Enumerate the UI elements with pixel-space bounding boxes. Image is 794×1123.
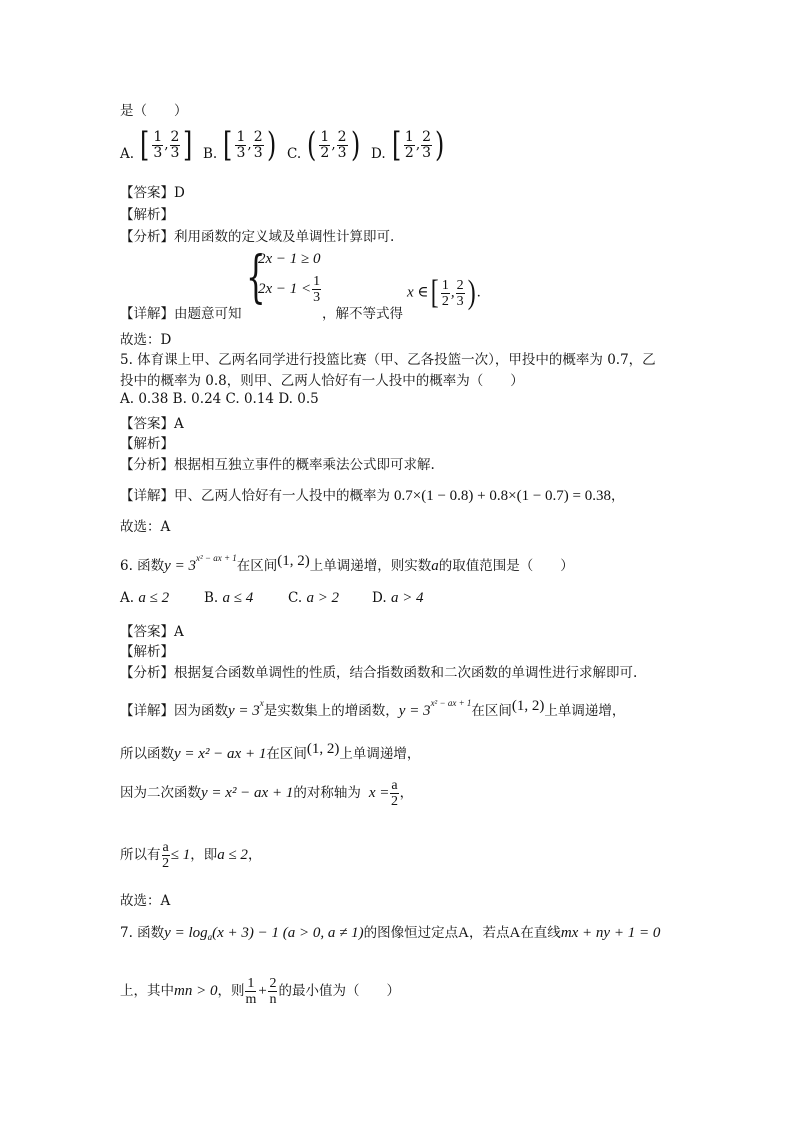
q4-fenxi: 【分析】利用函数的定义域及单调性计算即可. bbox=[120, 229, 395, 245]
q4-option-a: A. [ $\frac{1}{3}$ , $\frac{2}{3}$ ] bbox=[120, 125, 193, 165]
q6-analysis-title: 【解析】 bbox=[120, 644, 174, 660]
q5-formula: 0.7×(1 − 0.8) + 0.8×(1 − 0.7) = 0.38 bbox=[394, 488, 611, 504]
q4-system-line1: 2x − 1 ≥ 0 bbox=[258, 251, 321, 267]
q5-analysis-title: 【解析】 bbox=[120, 436, 174, 452]
q4-option-d: D. [ $\frac{1}{2}$ , $\frac{2}{3}$ ) bbox=[371, 125, 445, 165]
q7-stem-line1: 7. 函数$y = \log_a(x + 3) - 1$ (a > 0, a ≠ 1)的图像恒过定点A，若点A在直线mx + ny + 1 = 0 bbox=[120, 925, 661, 942]
q5-stem-line2: 投中的概率为 0.8，则甲、乙两人恰好有一人投中的概率为（ ） bbox=[120, 373, 524, 389]
q6-stem: 6. 函数$y = 3^{x^2 - ax + 1}$在区间(1, 2)上单调递增，则实数a的取值范围是（ ） bbox=[120, 553, 574, 574]
q6-fenxi: 【分析】根据复合函数单调性的性质，结合指数函数和二次函数的单调性进行求解即可. bbox=[120, 665, 638, 681]
q4-system-brace: { bbox=[246, 245, 266, 310]
q6-option-a: A. a ≤ 2 bbox=[120, 590, 170, 606]
q4-option-b: B. [ $\frac{1}{3}$ , $\frac{2}{3}$ ) bbox=[203, 125, 276, 165]
q6-detail-line4: 所以有 $\frac{a}{2}$ ≤ 1，即a ≤ 2， bbox=[120, 840, 262, 871]
q6-detail-line3: 因为二次函数y = x² − ax + 1的对称轴为 x = $\frac{a}{2}$ ， bbox=[120, 778, 414, 809]
q4-option-c: C. ( $\frac{1}{2}$ , $\frac{2}{3}$ ) bbox=[287, 125, 360, 165]
q7-stem-line2: 上，其中mn > 0，则 $\frac{1}{m}$ + $\frac{2}{n}$ 的最小值为（ ） bbox=[120, 976, 400, 1007]
q4-system-line2: 2x − 1 < $\frac{1}{3}$ bbox=[258, 274, 321, 305]
q5-options: A. 0.38 B. 0.24 C. 0.14 D. 0.5 bbox=[120, 391, 319, 407]
q4-stem-tail: 是（ ） bbox=[120, 103, 188, 119]
q6-option-b: B. a ≤ 4 bbox=[204, 590, 254, 606]
q5-choice: 故选：A bbox=[120, 519, 171, 535]
q6-detail-line2: 所以函数y = x² − ax + 1在区间(1, 2)上单调递增， bbox=[120, 741, 421, 762]
q6-detail-line1: 【详解】因为函数$y = 3^x$是实数集上的增函数，$y = 3^{x^2 - ax + 1}$在区间(1, 2)上单调递增， bbox=[120, 698, 626, 719]
q5-stem-line1: 5. 体育课上甲、乙两名同学进行投篮比赛（甲、乙各投篮一次），甲投中的概率为 0.7，乙 bbox=[120, 352, 656, 368]
q6-option-c: C. a > 2 bbox=[288, 590, 340, 606]
q5-xiangjie: 【详解】甲、乙两人恰好有一人投中的概率为 0.7×(1 − 0.8) + 0.8×(1 − 0.7) = 0.38， bbox=[120, 488, 625, 504]
q6-option-d: D. a > 4 bbox=[372, 590, 424, 606]
q4-mid-text: ，解不等式得 bbox=[322, 306, 403, 322]
q6-choice: 故选：A bbox=[120, 893, 171, 909]
q6-answer: 【答案】A bbox=[120, 624, 184, 640]
q4-answer: 【答案】D bbox=[120, 185, 185, 201]
q5-answer: 【答案】A bbox=[120, 416, 184, 432]
q4-choice: 故选：D bbox=[120, 332, 172, 348]
q4-xiangjie-prefix: 【详解】由题意可知 bbox=[120, 306, 242, 322]
q4-analysis-title: 【解析】 bbox=[120, 207, 174, 223]
q5-fenxi: 【分析】根据相互独立事件的概率乘法公式即可求解. bbox=[120, 457, 435, 473]
q4-result: x ∈[ $\frac{1}{2}$ , $\frac{2}{3}$ ) . bbox=[407, 274, 481, 311]
